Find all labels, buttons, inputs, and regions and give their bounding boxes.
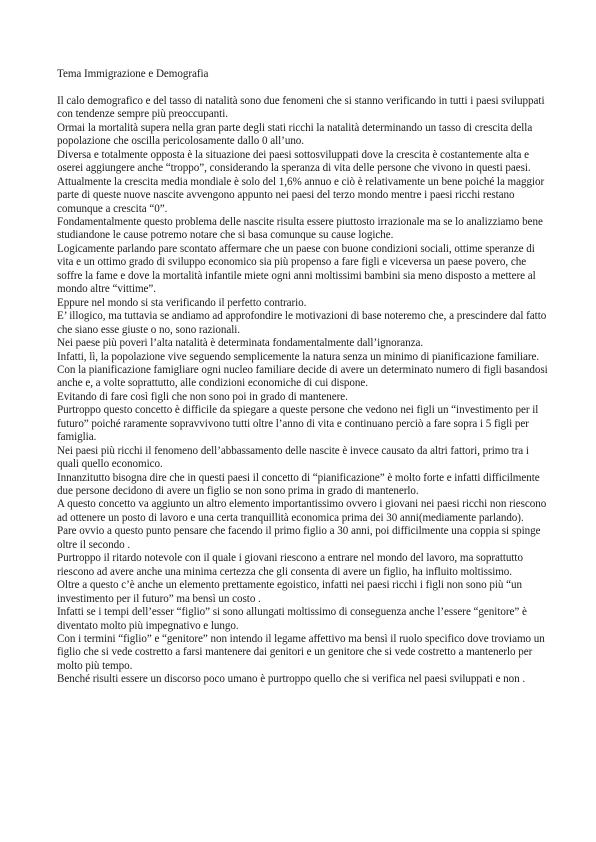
paragraph: Nei paesi più ricchi il fenomeno dell’abbassamento delle nascite è invece causato da altri fattori, primo tra i quali quello economico.	[57, 444, 529, 471]
paragraph: Attualmente la crescita media mondiale è solo del 1,6% annuo e ciò è relativamente un bene poiché la maggior parte di queste nuove nascite avvengono appunto nei paesi del terzo mondo mentre i paesi ricchi restano comunque a crescita “0”.	[57, 175, 545, 215]
paragraph: Oltre a questo c’è anche un elemento prettamente egoistico, infatti nei paesi ricchi i figli non sono più “un investimento per il futuro” ma bensì un costo .	[57, 579, 522, 605]
paragraph: Infatti, lì, la popolazione vive seguendo semplicemente la natura senza un minimo di pianificazione familiare.	[57, 350, 540, 363]
paragraph: Fondamentalmente questo problema delle nascite risulta essere piuttosto irrazionale ma se lo analizziamo bene studiandone le cause potremo notare che si basa comunque su cause logiche.	[57, 215, 543, 242]
document-body	[57, 68, 549, 687]
paragraph: Infatti se i tempi dell’esser “figlio” si sono allungati moltissimo di conseguenza anche l’essere “genitore” è diventato molto più impegnativo e lungo.	[57, 606, 527, 632]
paragraph: Il calo demografico e del tasso di natalità sono due fenomeni che si stanno verificando in tutti i paesi sviluppati con tendenze sempre più preoccupanti.	[57, 94, 545, 121]
paragraph: Con i termini “figlio” e “genitore” non intendo il legame affettivo ma bensì il ruolo specifico dove troviamo un figlio che si vede costretto a farsi mantenere dai genitori e un genitore che si vede costretto a mantenerlo per molto più tempo.	[57, 633, 545, 672]
paragraph: Evitando di fare così figli che non sono poi in grado di mantenere.	[57, 390, 348, 403]
paragraph: E’ illogico, ma tuttavia se andiamo ad approfondire le motivazioni di base noteremo che, a prescindere dal fatto che siano esse giuste o no, sono razionali.	[57, 310, 547, 336]
document-title: Tema Immigrazione e Demografia	[57, 68, 209, 80]
paragraph: Pare ovvio a questo punto pensare che facendo il primo figlio a 30 anni, poi difficilmente una coppia si spinge oltre il secondo .	[57, 525, 541, 551]
paragraph: Purtroppo questo concetto è difficile da spiegare a queste persone che vedono nei figli un “investimento per il futuro” poiché raramente sopravvivono tutti oltre l’anno di vita e continuano perciò a fare sopra i 5 figli per famiglia.	[57, 404, 539, 444]
paragraph: Con la pianificazione famigliare ogni nucleo familiare decide di avere un determinato numero di figli basandosi anche e, a volte soprattutto, alle condizioni economiche di cui dispone.	[57, 363, 548, 390]
paragraph: Eppure nel mondo si sta verificando il perfetto contrario.	[57, 296, 307, 309]
paragraph: Diversa e totalmente opposta è la situazione dei paesi sottosviluppati dove la crescita è costantemente alta e oserei aggiungere anche “troppo”, considerando la speranza di vita delle persone che vivono in questi paesi.	[57, 148, 531, 175]
paragraph: Innanzitutto bisogna dire che in questi paesi il concetto di “pianificazione” è molto forte e infatti difficilmente due persone decidono di avere un figlio se non sono prima in grado di mantenerlo.	[57, 471, 540, 498]
paragraph: Ormai la mortalità supera nella gran parte degli stati ricchi la natalità determinando un tasso di crescita della popolazione che oscilla pericolosamente dallo 0 all’uno.	[57, 121, 533, 148]
paragraph: Purtroppo il ritardo notevole con il quale i giovani riescono a entrare nel mondo del lavoro, ma soprattutto riescono ad avere anche una minima certezza che gli consenta di avere un figlio, ha influito moltissimo.	[57, 552, 523, 578]
paragraph: Nei paese più poveri l’alta natalità è determinata fondamentalmente dall’ignoranza.	[57, 337, 424, 350]
paragraph: Logicamente parlando pare scontato affermare che un paese con buone condizioni sociali, ottime speranze di vita e un ottimo grado di sviluppo economico sia più propenso a fare figli e viceversa un paese povero, che soffre la fame e dove la mortalità infantile miete ogni anni moltissimi bambini sia meno disposto a mettere al mondo altre “vittime”.	[57, 242, 536, 296]
paragraph: Benché risulti essere un discorso poco umano è purtroppo quello che si verifica nel paesi sviluppati e non .	[57, 673, 526, 686]
paragraph: A questo concetto va aggiunto un altro elemento importantissimo ovvero i giovani nei paesi ricchi non riescono ad ottenere un posto di lavoro e una certa tranquillità economica prima dei 30 anni(mediamente parlando).	[57, 498, 547, 524]
